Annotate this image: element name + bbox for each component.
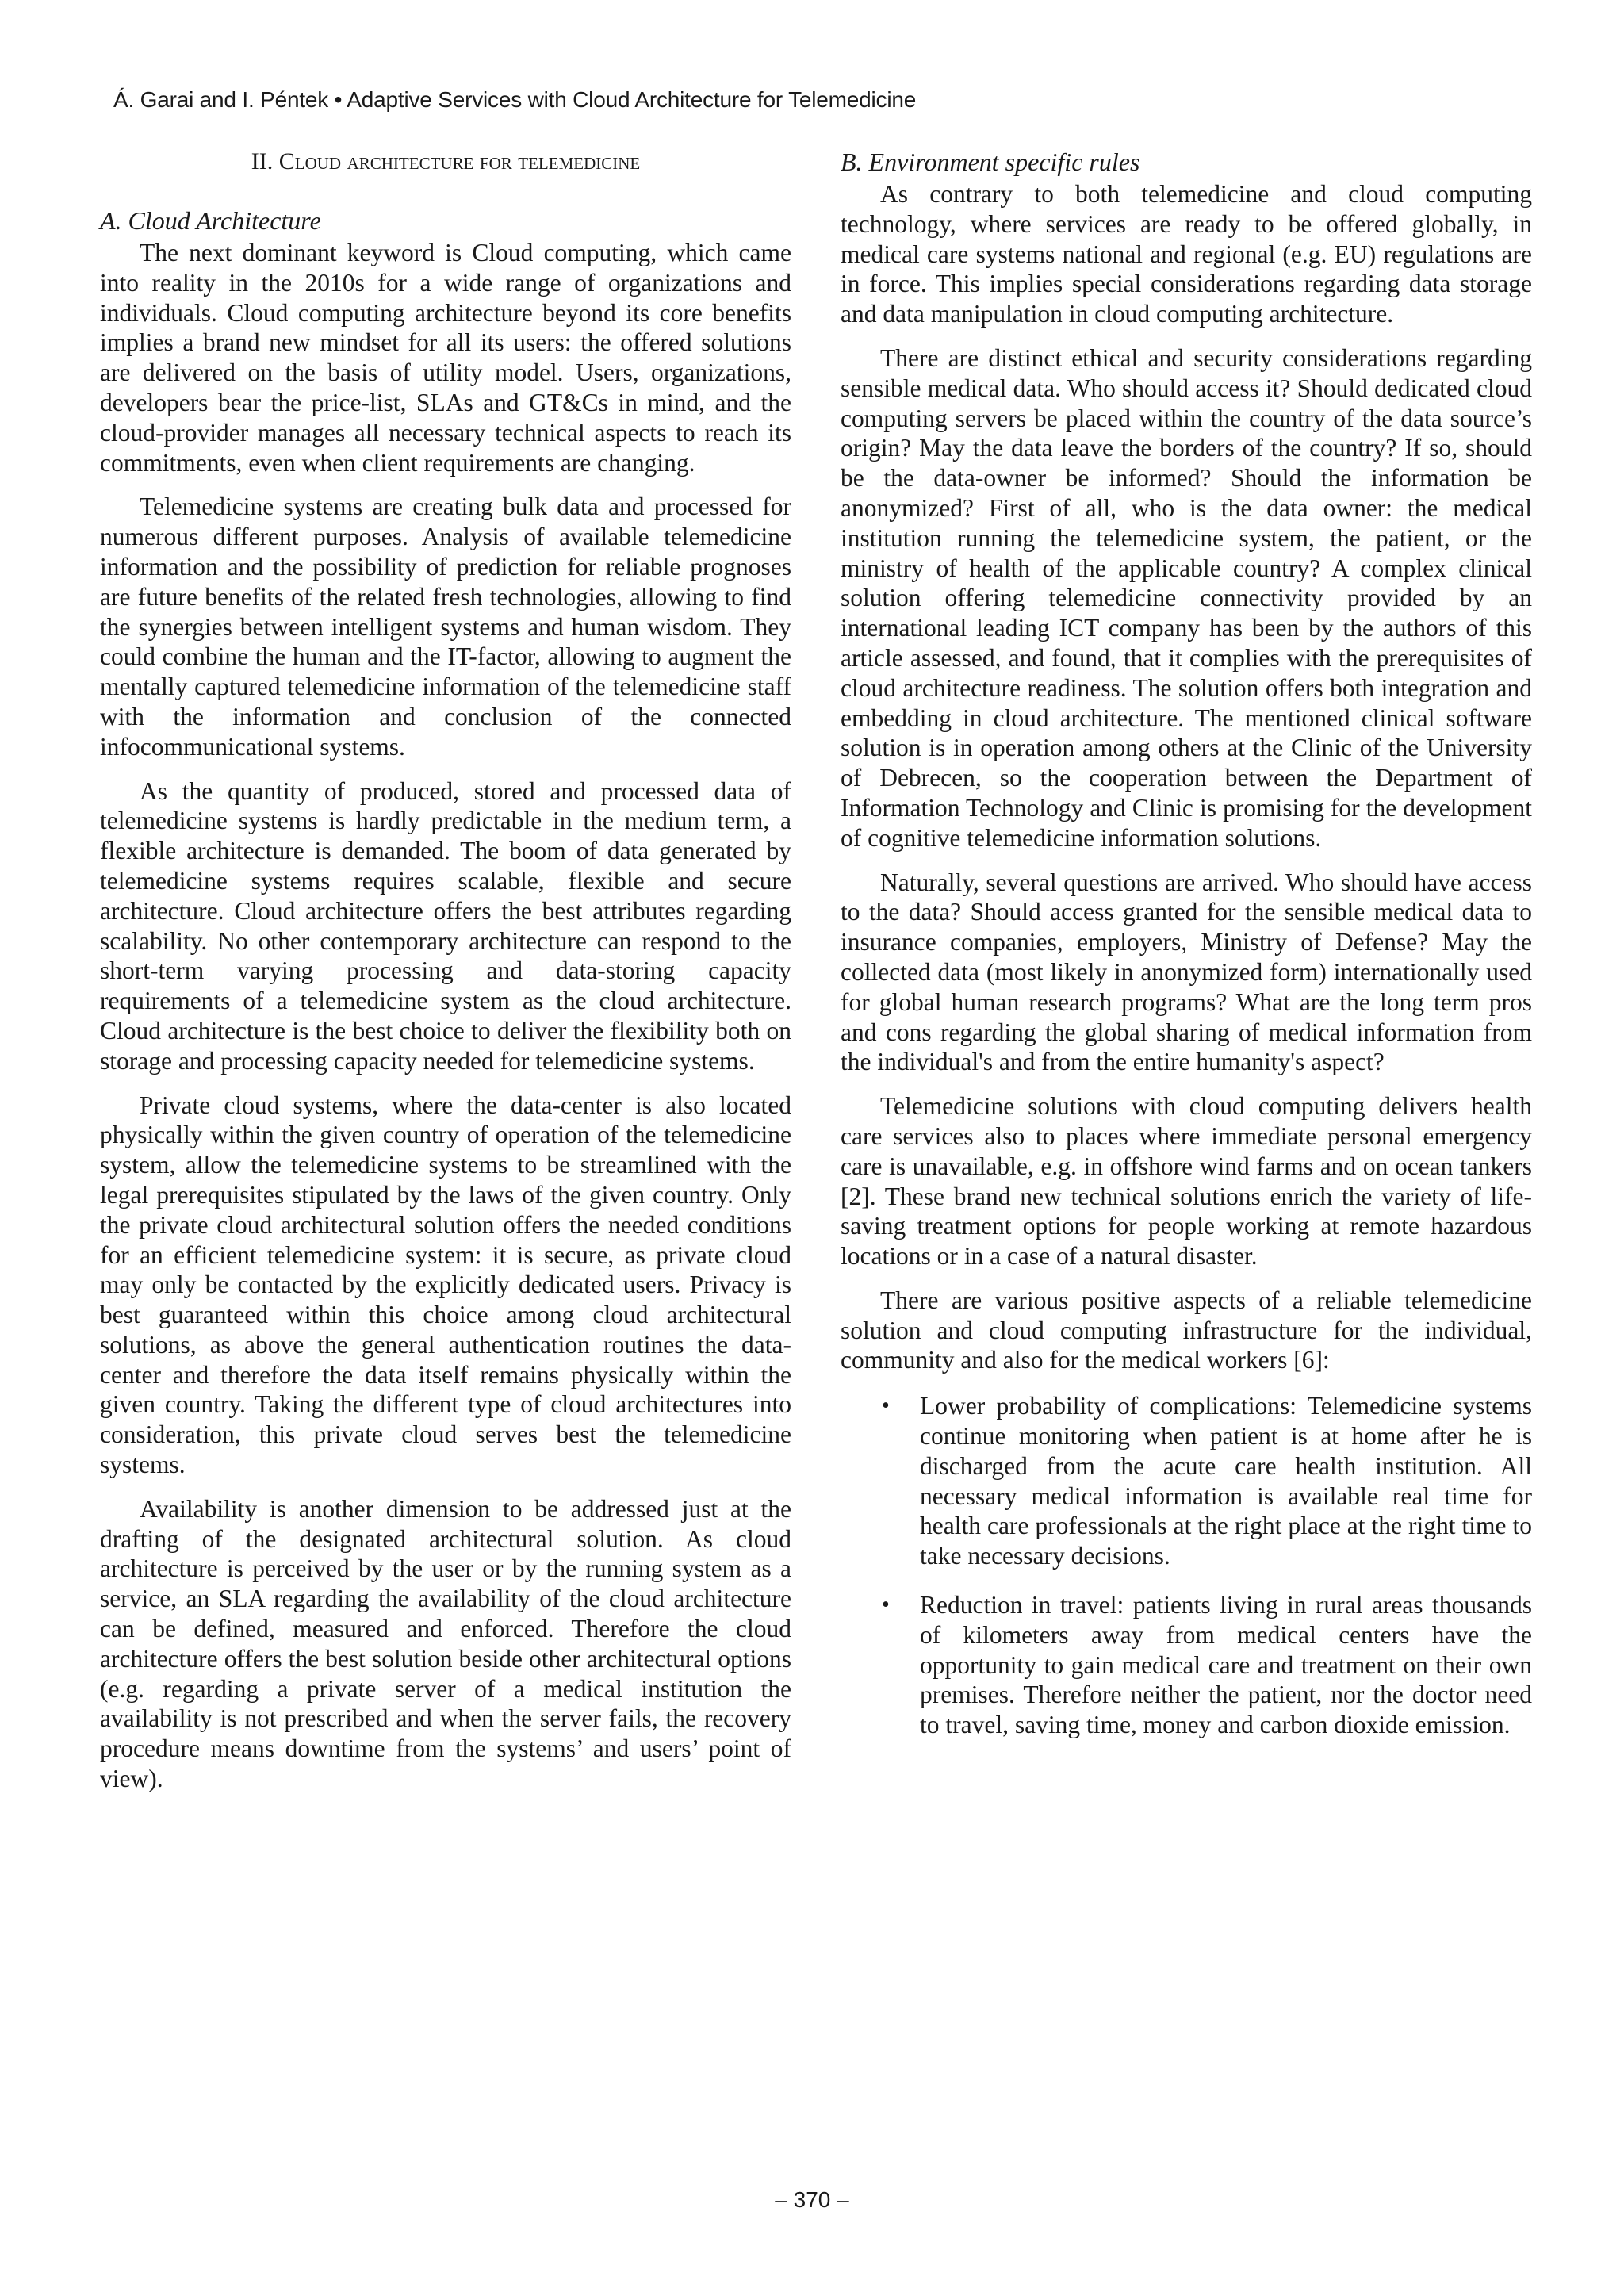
running-header: Á. Garai and I. Péntek • Adaptive Services with Cloud Architecture for Telemedicine [113, 87, 917, 112]
paragraph: Naturally, several questions are arrived. Who should have access to the data? Should access granted for the sensible medical data to insurance companies, employers, Ministry of Defense? May the collected data (most likely in anonymized form) internationally used for global human research programs? What are the long term pros and cons regarding the global sharing of medical information from the individual's and from the entire humanity's aspect? [841, 868, 1532, 1076]
list-item-text: Lower probability of complications: Telemedicine systems continue monitoring when patient is at home after he is discharged from the acute care health institution. All necessary medical information is available real time for health care professionals at the right place at the right time to take necessary decisions. [920, 1392, 1532, 1570]
paragraph: As contrary to both telemedicine and cloud computing technology, where services are ready to be offered globally, in medical care systems national and regional (e.g. EU) regulations are in force. This implies special considerations regarding data storage and data manipulation in cloud computing architecture. [841, 180, 1532, 328]
paragraph: Private cloud systems, where the data-center is also located physically within the given country of operation of the telemedicine system, allow the telemedicine systems to be streamlined with the legal prerequisites stipulated by the laws of the given country. Only the private cloud architectural solution offers the needed conditions for an efficient telemedicine system: it is secure, as private cloud may only be contacted by the explicitly dedicated users. Privacy is best guaranteed within this choice among cloud architectural solutions, as above the general authentication routines the data-center and therefore the data itself remains physically within the given country. Taking the different type of cloud architectures into consideration, this private cloud serves best the telemedicine systems. [100, 1091, 791, 1479]
page-number: – 370 – [775, 2187, 849, 2212]
section-title: Cloud architecture for telemedicine [278, 148, 641, 174]
left-column [100, 146, 791, 1808]
section-number: II. [251, 148, 274, 174]
subsection-heading-a: A. Cloud Architecture [100, 206, 321, 235]
subsection-heading-b: B. Environment specific rules [841, 148, 1140, 176]
section-heading [100, 146, 791, 178]
paragraph: Telemedicine systems are creating bulk data and processed for numerous different purposes. Analysis of available telemedicine information and the possibility of prediction for reliable prognoses are future benefits of the related fresh technologies, allowing to find the synergies between intelligent systems and human wisdom. They could combine the human and the IT-factor, allowing to augment the mentally captured telemedicine information of the telemedicine staff with the information and conclusion of the connected infocommunicational systems. [100, 493, 791, 761]
bullet-list [841, 1391, 1532, 1740]
list-item [841, 1391, 1532, 1571]
bullet-icon: • [882, 1593, 890, 1618]
paragraph: Telemedicine solutions with cloud computing delivers health care services also to places where immediate personal emergency care is unavailable, e.g. in offshore wind farms and on ocean tankers [2]. These brand new technical solutions enrich the variety of life-saving treatment options for people working at remote hazardous locations or in a case of a natural disaster. [841, 1092, 1532, 1271]
paragraph: There are various positive aspects of a reliable telemedicine solution and cloud computing infrastructure for the individual, community and also for the medical workers [6]: [841, 1286, 1532, 1374]
paragraph: Availability is another dimension to be addressed just at the drafting of the designated architectural solution. As cloud architecture is perceived by the user or by the running system as a service, an SLA regarding the availability of the cloud architecture can be defined, measured and enforced. Therefore the cloud architecture offers the best solution beside other architectural options (e.g. regarding a private server of a medical institution the availability is not prescribed and when the server fails, the recovery procedure means downtime from the systems’ and users’ point of view). [100, 1494, 791, 1793]
paragraph: As the quantity of produced, stored and processed data of telemedicine systems is hardly predictable in the medium term, a flexible architecture is demanded. The boom of data generated by telemedicine systems requires scalable, flexible and secure architecture. Cloud architecture offers the best attributes regarding scalability. No other contemporary architecture can respond to the short-term varying processing and data-storing capacity requirements of a telemedicine system as the cloud architecture. Cloud architecture is the best choice to deliver the flexibility both on storage and processing capacity needed for telemedicine systems. [100, 776, 791, 1075]
list-item-text: Reduction in travel: patients living in rural areas thousands of kilometers away from medical centers have the opportunity to gain medical care and treatment on their own premises. Therefore neither the patient, nor the doctor need to travel, saving time, money and carbon dioxide emission. [920, 1591, 1532, 1739]
list-item [841, 1590, 1532, 1740]
paragraph: There are distinct ethical and security considerations regarding sensible medical data. Who should access it? Should dedicated cloud computing servers be placed within the country of the data source’s origin? May the data leave the borders of the country? If so, should be the data-owner be informed? Should the information be anonymized? First of all, who is the data owner: the medical institution running the telemedicine system, the patient, or the ministry of health of the applicable country? A complex clinical solution offering telemedicine connectivity provided by an international leading ICT company has been by the authors of this article assessed, and found, that it complies with the prerequisites of cloud architecture readiness. The solution offers both integration and embedding in cloud architecture. The mentioned clinical software solution is in operation among others at the Clinic of the University of Debrecen, so the cooperation between the Department of Information Technology and Clinic is promising for the development of cognitive telemedicine information solutions. [841, 343, 1532, 852]
bullet-icon: • [882, 1393, 890, 1419]
right-column [841, 146, 1532, 1759]
paragraph: The next dominant keyword is Cloud computing, which came into reality in the 2010s for a wide range of organizations and individuals. Cloud computing architecture beyond its core benefits implies a brand new mindset for all its users: the offered solutions are delivered on the basis of utility model. Users, organizations, developers bear the price-list, SLAs and GT&Cs in mind, and the cloud-provider manages all necessary technical aspects to reach its commitments, even when client requirements are changing. [100, 239, 791, 477]
